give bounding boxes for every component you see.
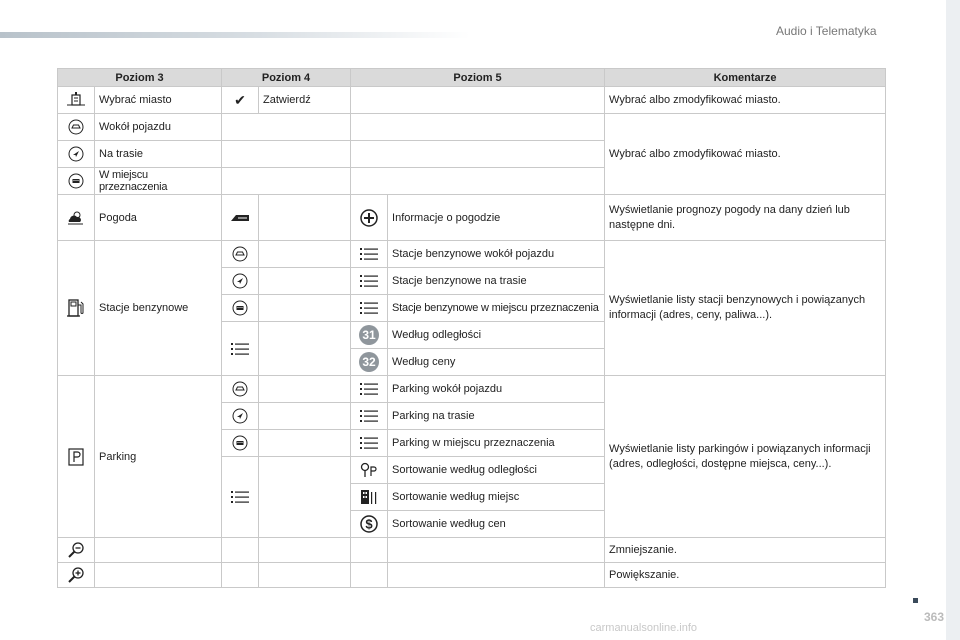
- fuel-label: Stacje benzynowe: [95, 241, 222, 376]
- destination-icon: [222, 430, 259, 457]
- table-header-row: [58, 69, 886, 87]
- parking-item-label: Sortowanie według odległości: [388, 457, 605, 484]
- weather-icon: [58, 195, 95, 241]
- page-header-title: Audio i Telematyka: [776, 24, 877, 38]
- confirm-label: Zatwierdź: [259, 87, 351, 114]
- parking-item-label: Sortowanie według miejsc: [388, 484, 605, 511]
- around-label: Wokół pojazdu: [95, 114, 222, 141]
- watermark: carmanualsonline.info: [590, 622, 698, 634]
- header-comments: Komentarze: [605, 69, 886, 87]
- zoom-in-comment: Powiększanie.: [605, 563, 886, 588]
- ok-icon: [222, 195, 259, 241]
- list-icon: [351, 376, 388, 403]
- zoom-out-comment: Zmniejszanie.: [605, 538, 886, 563]
- route-icon: [222, 268, 259, 295]
- parking-item-label: Parking na trasie: [388, 403, 605, 430]
- table-row: [58, 376, 886, 403]
- header-level4: Poziom 4: [222, 69, 351, 87]
- parking-label: Parking: [95, 376, 222, 538]
- destination-label: W miejscu przeznaczenia: [95, 168, 222, 195]
- fuel-item-label: Według ceny: [388, 349, 605, 376]
- fuel-comment: Wyświetlanie listy stacji benzynowych i powiązanych informacji (adres, ceny, paliwa...).: [605, 241, 886, 376]
- table-row: [58, 195, 886, 241]
- list-icon: [351, 430, 388, 457]
- city-label: Wybrać miasto: [95, 87, 222, 114]
- table-row: [58, 538, 886, 563]
- fuel-item-label: Stacje benzynowe na trasie: [388, 268, 605, 295]
- fuel-pump-icon: [58, 241, 95, 376]
- destination-icon: [222, 295, 259, 322]
- svg-text:$: $: [365, 516, 373, 532]
- weather-info-label: Informacje o pogodzie: [388, 195, 605, 241]
- destination-icon: [58, 168, 95, 195]
- route-icon: [58, 141, 95, 168]
- city-comment: Wybrać albo zmodyfikować miasto.: [605, 87, 886, 114]
- table-row: [58, 87, 886, 114]
- dollar-icon: [351, 511, 388, 538]
- parking-item-label: Parking w miejscu przeznaczenia: [388, 430, 605, 457]
- parking-item-label: Parking wokół pojazdu: [388, 376, 605, 403]
- page-number: 363: [923, 610, 944, 624]
- list-icon: [351, 241, 388, 268]
- list-icon: [222, 322, 259, 376]
- zoom-out-icon: [58, 538, 95, 563]
- area-comment: Wybrać albo zmodyfikować miasto.: [605, 114, 886, 195]
- list-icon: [351, 403, 388, 430]
- header-level5: Poziom 5: [351, 69, 605, 87]
- weather-comment: Wyświetlanie prognozy pogody na dany dzień lub następne dni.: [605, 195, 886, 241]
- parking-item-label: Sortowanie według cen: [388, 511, 605, 538]
- car-around-icon: [222, 376, 259, 403]
- list-icon: [351, 295, 388, 322]
- table-row: [58, 114, 886, 141]
- add-circle-icon: [351, 195, 388, 241]
- header-bar: [0, 32, 470, 38]
- parking-comment: Wyświetlanie listy parkingów i powiązanych informacji (adres, odległości, dostępne miejsca, ceny...).: [605, 376, 886, 538]
- list-icon: [222, 457, 259, 538]
- list-icon: [351, 268, 388, 295]
- number-badge: 32: [351, 349, 388, 376]
- car-around-icon: [58, 114, 95, 141]
- checkmark-icon: ✔: [222, 87, 259, 114]
- fuel-item-label: Stacje benzynowe w miejscu przeznaczenia: [388, 295, 605, 322]
- city-icon: [58, 87, 95, 114]
- places-sort-icon: [351, 484, 388, 511]
- distance-sort-icon: [351, 457, 388, 484]
- table-row: [58, 563, 886, 588]
- table-row: [58, 241, 886, 268]
- zoom-in-icon: [58, 563, 95, 588]
- car-around-icon: [222, 241, 259, 268]
- navigation-menu-table: [57, 68, 886, 588]
- number-badge: 31: [351, 322, 388, 349]
- page-marker: [913, 598, 918, 603]
- page-edge-strip: [946, 0, 960, 640]
- route-label: Na trasie: [95, 141, 222, 168]
- header-level3: Poziom 3: [58, 69, 222, 87]
- route-icon: [222, 403, 259, 430]
- weather-label: Pogoda: [95, 195, 222, 241]
- fuel-item-label: Stacje benzynowe wokół pojazdu: [388, 241, 605, 268]
- fuel-item-label: Według odległości: [388, 322, 605, 349]
- parking-icon: [58, 376, 95, 538]
